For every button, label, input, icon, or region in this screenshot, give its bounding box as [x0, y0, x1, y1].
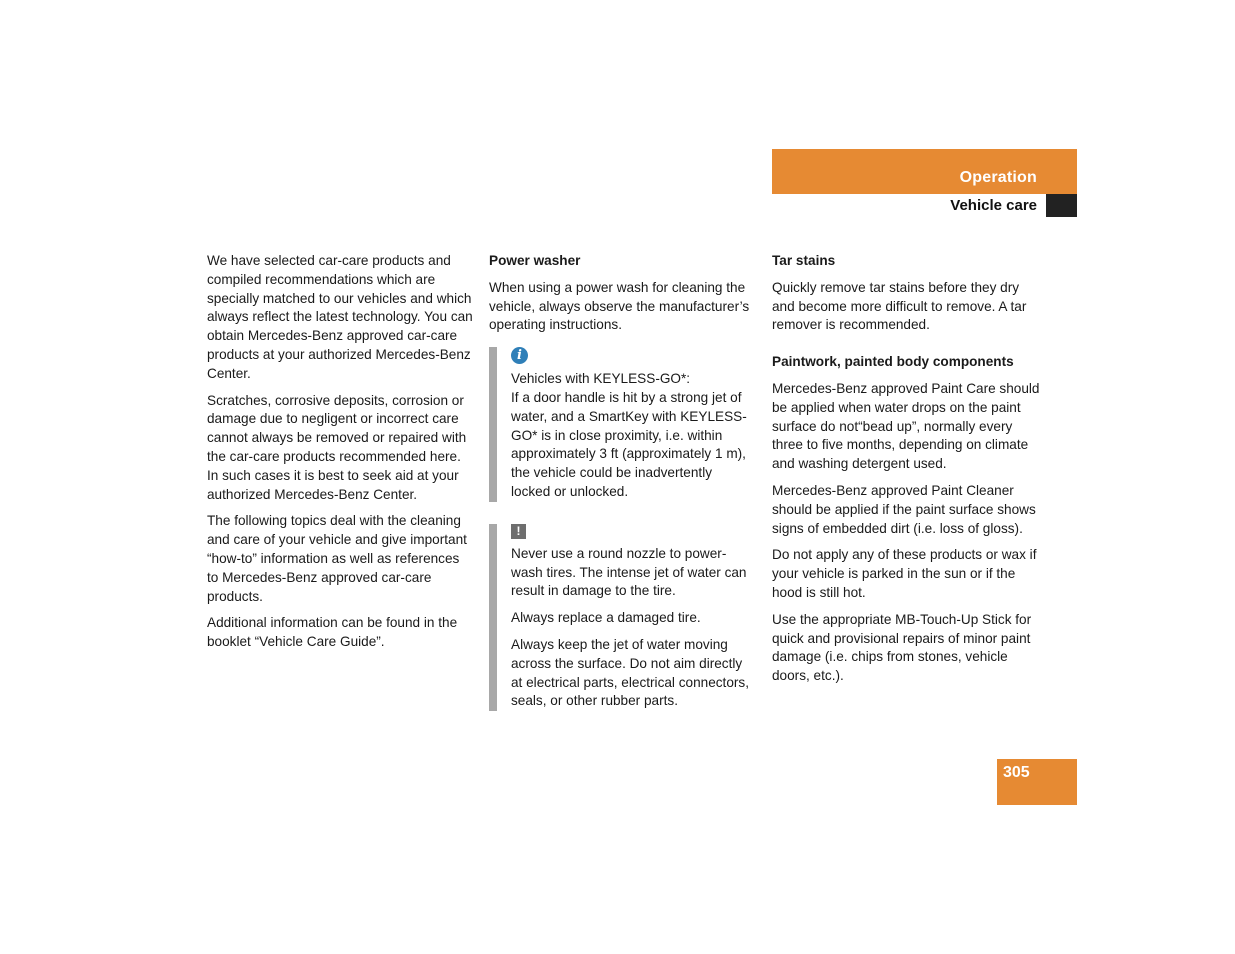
info-note [489, 347, 755, 502]
paragraph: Quickly remove tar stains before they dry and become more difficult to remove. A tar remover is recommended. [772, 279, 1027, 333]
paragraph: Use the appropriate MB-Touch-Up Stick for quick and provisional repairs of minor paint damage (i.e. chips from stones, vehicle doors, etc.). [772, 611, 1032, 684]
paragraph: Do not apply any of these products or wax if your vehicle is parked in the sun or if the hood is still hot. [772, 547, 1037, 600]
paragraph: We have selected car-care products and compiled recommendations which are specially matched to our vehicles and which always reflect the latest technology. You can obtain Mercedes-Benz approved car-care products at your authorized Mercedes-Benz Center. [207, 253, 473, 381]
column-3 [772, 252, 1040, 694]
warning-note [489, 524, 755, 711]
page-number: 305 [1003, 764, 1030, 781]
note-text: Always keep the jet of water moving across the surface. Do not aim directly at electrical parts, electrical connectors, seals, or other rubber parts. [511, 636, 749, 709]
paragraph: When using a power wash for cleaning the vehicle, always observe the manufacturer’s operating instructions. [489, 279, 750, 333]
column-1 [207, 252, 473, 660]
paragraph: Scratches, corrosive deposits, corrosion or damage due to negligent or incorrect care cannot always be removed or repaired with the car-care products recommended here. In such cases it is best to seek aid at your authorized Mercedes-Benz Center. [207, 392, 467, 502]
section-header-bar [772, 149, 1077, 194]
note-text: Never use a round nozzle to power-wash tires. The intense jet of water can result in damage to the tire. [511, 545, 747, 599]
note-text: Vehicles with KEYLESS-GO*: [511, 371, 691, 387]
subsection-title: Vehicle care [950, 197, 1037, 214]
info-icon: i [511, 347, 528, 364]
section-heading-paintwork: Paintwork, painted body components [772, 354, 1014, 370]
section-heading-tar-stains: Tar stains [772, 253, 836, 268]
page-number-box [997, 759, 1077, 805]
paragraph: Mercedes-Benz approved Paint Care should be applied when water drops on the paint surface do not“bead up”, normally every three to five months, depending on climate and washing detergent used. [772, 380, 1040, 472]
paragraph: The following topics deal with the cleaning and care of your vehicle and give important “how-to” information as well as references to Mercedes-Benz approved car-care products. [207, 513, 467, 604]
note-text: Always replace a damaged tire. [511, 610, 701, 626]
section-title: Operation [959, 169, 1037, 186]
subsection-marker [1046, 194, 1077, 217]
column-2 [489, 252, 755, 711]
paragraph: Mercedes-Benz approved Paint Cleaner should be applied if the paint surface shows signs of embedded dirt (i.e. loss of gloss). [772, 482, 1036, 536]
warning-icon: ! [511, 524, 526, 539]
section-heading-power-washer: Power washer [489, 253, 581, 268]
note-text: If a door handle is hit by a strong jet of water, and a SmartKey with KEYLESS-GO* is in close proximity, i.e. within approximately 3 ft (approximately 1 m), the vehicle could be inadvertently locked or unlocked. [511, 389, 747, 499]
paragraph: Additional information can be found in the booklet “Vehicle Care Guide”. [207, 615, 458, 650]
